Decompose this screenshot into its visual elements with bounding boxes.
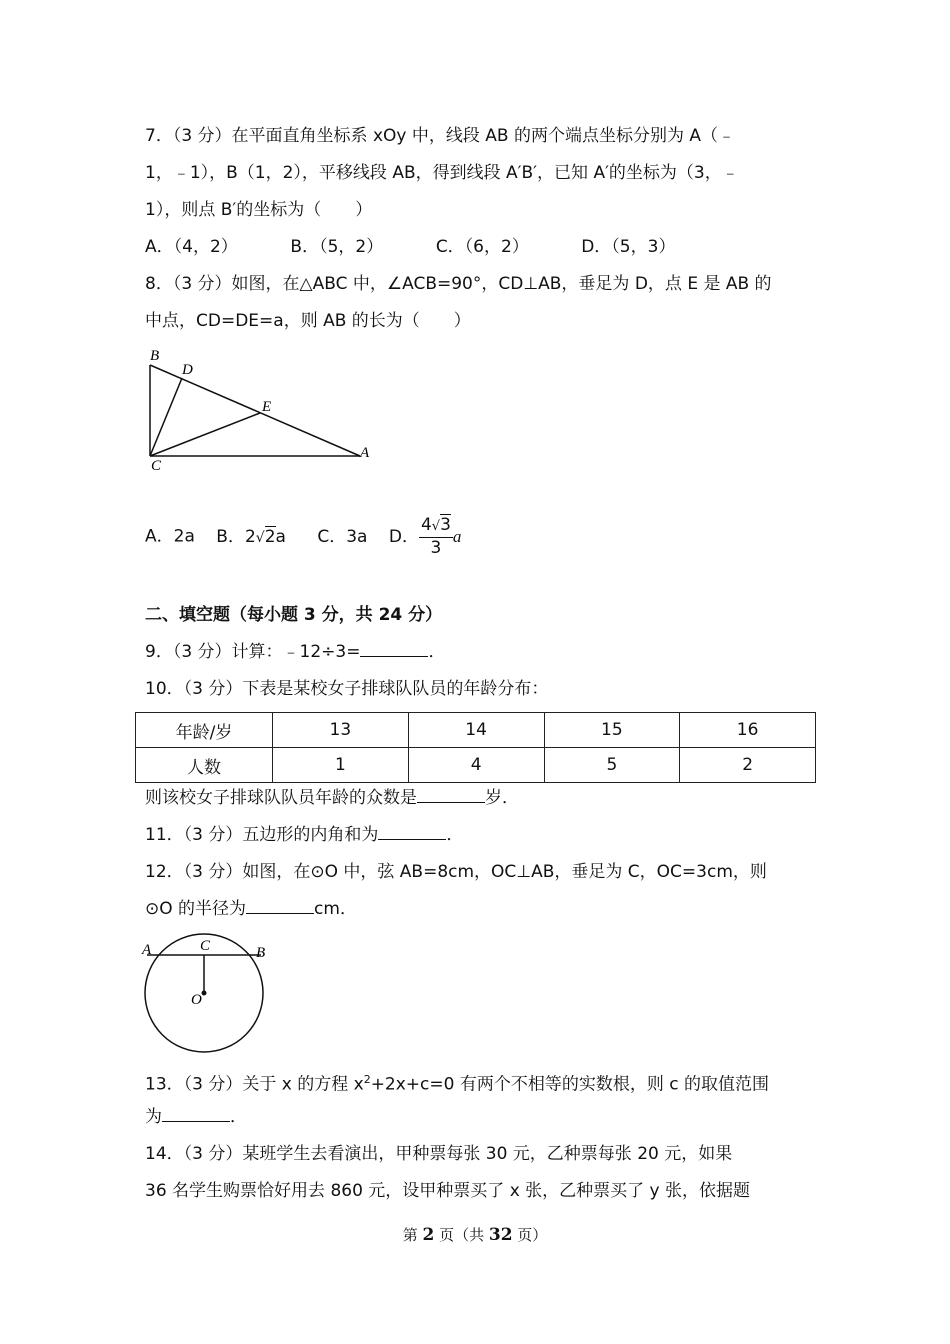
q10-after: 则该校女子排球队队员年龄的众数是 岁． xyxy=(145,788,519,808)
q7-option-d: D．（5，3） xyxy=(581,237,676,257)
q8-option-c: C．3a xyxy=(317,526,368,547)
table-cell: 年龄/岁 xyxy=(136,713,273,748)
page-footer: 第 2 页（共 32 页） xyxy=(402,1225,548,1245)
table-cell: 14 xyxy=(408,713,544,748)
q8-line2: 中点，CD=DE=a，则 AB 的长为（ ） xyxy=(145,311,471,331)
q8-option-a: A．2a xyxy=(145,526,195,547)
q7-line1: 7．（3 分）在平面直角坐标系 xOy 中，线段 AB 的两个端点坐标分别为 A（﹣ xyxy=(145,126,735,146)
q13-line2: 为 ． xyxy=(145,1107,247,1127)
table-row xyxy=(136,713,816,748)
q11-line: 11．（3 分）五边形的内角和为 ． xyxy=(145,825,464,845)
q8-label-a: A xyxy=(360,445,370,461)
q8-triangle-figure xyxy=(140,342,380,472)
q9-answer-blank[interactable] xyxy=(360,640,428,657)
page-number: 2 xyxy=(422,1225,435,1245)
q7-line2: 1，﹣1），B（1，2），平移线段 AB，得到线段 A′B′，已知 A′的坐标为（3，﹣ xyxy=(145,163,739,183)
q8-label-d: D xyxy=(182,362,193,378)
age-distribution-table xyxy=(135,712,816,783)
q13-line1: 13．（3 分）关于 x 的方程 $x^2+2x+c=0$ 有两个不相等的实数根，则 c 的取值范围 xyxy=(145,1073,770,1095)
table-cell: 2 xyxy=(680,748,816,783)
q8-label-c: C xyxy=(151,458,162,472)
q7-options xyxy=(145,235,675,259)
q14-line2: 36 名学生购票恰好用去 860 元，设甲种票买了 x 张，乙种票买了 y 张，依据题 xyxy=(145,1181,751,1201)
q12-label-a: A xyxy=(142,942,152,958)
q12-line1: 12．（3 分）如图，在⊙O 中，弦 AB=8cm，OC⊥AB，垂足为 C，OC=3cm，则 xyxy=(145,862,767,882)
q12-circle-figure xyxy=(140,932,280,1056)
q13-answer-blank[interactable] xyxy=(162,1105,230,1122)
q10-answer-blank[interactable] xyxy=(417,786,485,803)
table-cell: 人数 xyxy=(136,748,273,783)
q8-option-d: D． $\frac{4√3}{3}$ a xyxy=(388,515,462,558)
q7-option-a: A．（4，2） xyxy=(145,237,238,257)
q12-line2: ⊙O 的半径为 cm． xyxy=(145,899,357,919)
q9-line: 9．（3 分）计算：﹣12÷3= ． xyxy=(145,642,446,662)
table-row xyxy=(136,748,816,783)
q8-option-b: B．2√2a xyxy=(216,526,286,547)
q8-label-e: E xyxy=(262,399,272,415)
q8-label-b: B xyxy=(150,348,160,364)
table-cell: 4 xyxy=(408,748,544,783)
page-total: 32 xyxy=(488,1225,513,1245)
q12-label-c: C xyxy=(200,938,211,954)
q7-line3: 1），则点 B′的坐标为（ ） xyxy=(145,200,373,220)
q12-label-o: O xyxy=(191,992,202,1008)
table-cell: 16 xyxy=(680,713,816,748)
q12-label-b: B xyxy=(256,945,266,961)
q8-line1: 8．（3 分）如图，在△ABC 中，∠ACB=90°，CD⊥AB，垂足为 D，点 E 是 AB 的 xyxy=(145,274,772,294)
q10-intro: 10．（3 分）下表是某校女子排球队队员的年龄分布： xyxy=(145,679,549,699)
q11-answer-blank[interactable] xyxy=(378,823,446,840)
q7-option-c: C．（6，2） xyxy=(435,237,529,257)
table-cell: 1 xyxy=(273,748,409,783)
q12-answer-blank[interactable] xyxy=(246,897,314,914)
q14-line1: 14．（3 分）某班学生去看演出，甲种票每张 30 元，乙种票每张 20 元，如果 xyxy=(145,1144,733,1164)
table-cell: 15 xyxy=(544,713,680,748)
section2-heading: 二、填空题（每小题 3 分，共 24 分） xyxy=(145,605,443,625)
table-cell: 5 xyxy=(544,748,680,783)
q8-options xyxy=(145,515,461,558)
table-cell: 13 xyxy=(273,713,409,748)
q7-option-b: B．（5，2） xyxy=(290,237,384,257)
